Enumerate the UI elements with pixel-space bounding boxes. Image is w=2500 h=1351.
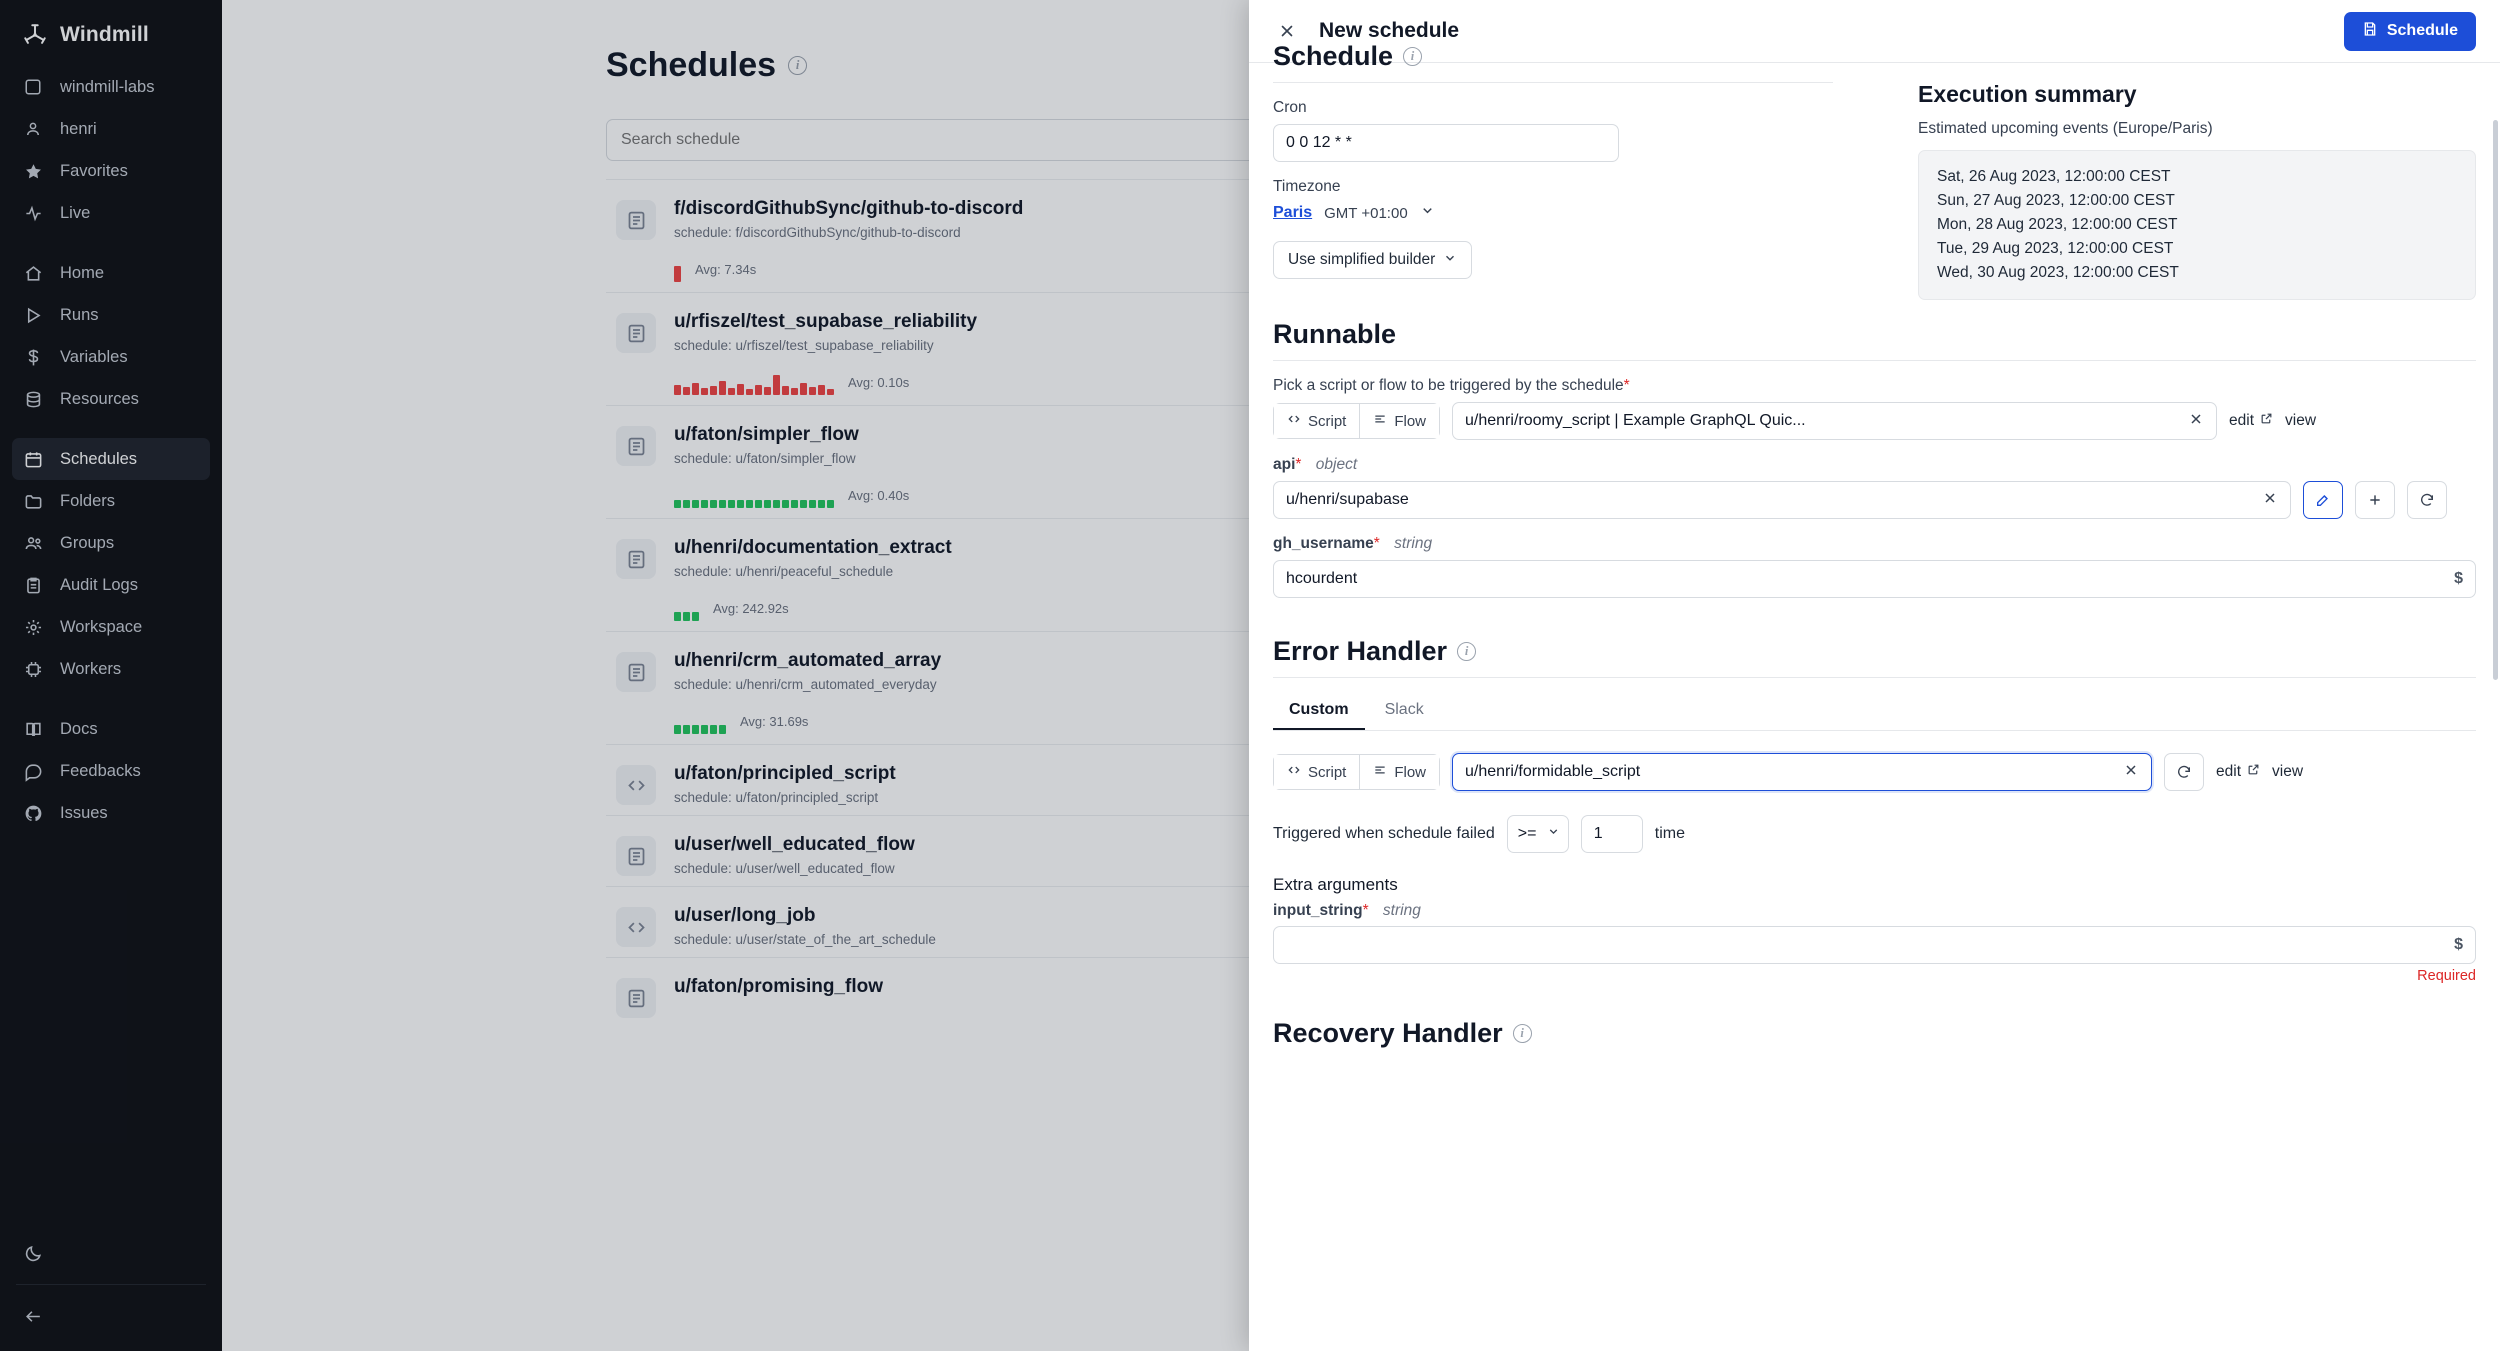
sidebar-item-label-favorites: Favorites [60,161,128,180]
trigger-count-unit: time [1654,825,1685,842]
list-item-subtitle: schedule: f/discordGithubSync/github-to-discord [674,225,961,240]
required-marker: * [1373,535,1380,552]
error-handler-refresh-icon[interactable] [2164,753,2204,791]
refresh-icon[interactable] [2407,481,2447,519]
timezone-label: Timezone [1273,178,1341,195]
drawer-title: New schedule [1319,19,1460,42]
error-handler-toggle-flow-label: Flow [1394,763,1427,781]
tab-slack[interactable]: Slack [1384,701,1424,718]
clear-icon[interactable] [2188,411,2204,432]
error-handler-tabs [1273,692,2476,731]
sidebar-item-label-variables: Variables [60,347,128,366]
error-handler-edit-link[interactable] [2216,763,2260,781]
cron-input[interactable]: 0 0 12 * * [1273,124,1619,162]
section-schedule-heading: Schedule i [1273,41,1833,72]
runnable-toggle-flow-label: Flow [1394,412,1427,430]
list-item-subtitle: schedule: u/faton/principled_script [674,790,879,805]
execution-event: Tue, 29 Aug 2023, 12:00:00 CEST [1937,240,2174,258]
schedule-info-icon[interactable]: i [1403,47,1422,66]
runnable-type-toggle[interactable] [1273,403,1440,439]
sidebar-item-label-schedules: Schedules [60,449,138,468]
list-item-subtitle: schedule: u/user/state_of_the_art_schedule [674,932,936,947]
runnable-toggle-script-label: Script [1308,412,1347,430]
cron-label: Cron [1273,99,1307,116]
list-item-subtitle: schedule: u/user/well_educated_flow [674,861,895,876]
code-icon [1287,763,1301,781]
chevron-down-icon [1547,825,1560,843]
list-item-subtitle: schedule: u/henri/peaceful_schedule [674,564,894,579]
drawer-scrollbar[interactable] [2493,120,2498,680]
list-item-subtitle: schedule: u/henri/crm_automated_everyday [674,677,937,692]
divider [1273,677,2476,678]
error-handler-picker-row [1273,753,2476,791]
error-handler-toggle-flow[interactable] [1359,755,1439,789]
sidebar-item-label-issues: Issues [60,803,108,822]
timezone-selector[interactable] [1273,203,1833,223]
extra-arg-type: string [1382,902,1421,919]
divider [1273,360,2476,361]
list-item-title: u/henri/documentation_extract [674,537,952,558]
list-item-avg: Avg: 31.69s [740,713,809,729]
tab-custom[interactable]: Custom [1273,692,1365,730]
arg-api-type: object [1315,456,1358,473]
execution-event: Sat, 26 Aug 2023, 12:00:00 CEST [1937,168,2171,185]
extra-arg-input-string-label [1273,902,2476,920]
flow-icon [1373,763,1387,781]
error-handler-view-link[interactable] [2272,763,2303,781]
runnable-edit-label: edit [2229,412,2255,429]
section-runnable-heading: Runnable [1273,319,1397,349]
clear-icon[interactable] [2123,762,2139,783]
runnable-picker-value: u/henri/roomy_script | Example GraphQL Quic... [1465,412,1806,429]
list-item-avg: Avg: 0.10s [848,374,910,390]
sidebar-item-label-resources: Resources [60,389,139,408]
sidebar-item-label-folders: Folders [60,491,116,510]
trigger-operator-select[interactable] [1507,815,1569,853]
arg-api-input[interactable] [1273,481,2291,519]
external-link-icon [2260,412,2273,430]
arg-gh-username-type: string [1394,535,1433,552]
divider [1273,82,1833,83]
extra-arg-name: input_string [1273,902,1363,919]
simplified-builder-label: Use simplified builder [1288,251,1436,268]
required-marker: * [1295,456,1302,473]
external-link-icon [2247,763,2260,781]
execution-event: Mon, 28 Aug 2023, 12:00:00 CEST [1937,216,2178,234]
simplified-builder-button[interactable] [1273,241,1472,279]
add-icon[interactable] [2355,481,2395,519]
error-handler-picker-value: u/henri/formidable_script [1465,763,1641,780]
chevron-down-icon[interactable] [1420,203,1435,223]
list-item-subtitle: schedule: u/rfiszel/test_supabase_reliability [674,338,934,353]
schedule-submit-label: Schedule [2386,22,2458,39]
section-error-handler-heading: Error Handler i [1273,636,2476,667]
timezone-offset: GMT +01:00 [1324,204,1408,222]
runnable-view-link[interactable] [2285,412,2316,430]
sidebar-item-label-audit-logs: Audit Logs [60,575,138,594]
extra-arg-input[interactable] [1273,926,2476,964]
sidebar-workspace-label: windmill-labs [60,77,155,96]
trigger-operator-value: >= [1517,825,1537,842]
sidebar-item-label-docs: Docs [60,719,98,738]
list-item-title: u/faton/principled_script [674,763,896,784]
code-icon [1287,412,1301,430]
page-title: Schedules [606,46,777,84]
error-handler-picker-input[interactable] [1452,753,2152,791]
error-handler-info-icon[interactable]: i [1457,642,1476,661]
runnable-toggle-script[interactable] [1274,404,1359,438]
list-item-title: u/rfiszel/test_supabase_reliability [674,311,978,332]
error-handler-view-label: view [2272,763,2304,780]
list-item-title: u/faton/promising_flow [674,976,883,997]
execution-summary [1918,81,2476,300]
list-item-subtitle: schedule: u/faton/simpler_flow [674,451,856,466]
new-schedule-drawer [1249,0,2500,1351]
list-item-title: u/user/well_educated_flow [674,834,915,855]
extra-arg-required-note: Required [2417,968,2476,984]
error-handler-type-toggle[interactable] [1273,754,1440,790]
error-handler-edit-label: edit [2216,763,2242,780]
required-marker: * [1362,902,1369,919]
arg-api-row [1273,481,2476,519]
save-icon [2362,21,2378,42]
timezone-city[interactable]: Paris [1273,204,1313,221]
sidebar-item-label-live: Live [60,203,91,222]
required-marker: * [1623,377,1630,394]
execution-summary-heading: Execution summary [1918,81,2137,107]
section-recovery-handler-heading: Recovery Handler i [1273,1018,2476,1049]
sidebar-item-label-home: Home [60,263,105,282]
runnable-hint: Pick a script or flow to be triggered by the schedule* [1273,377,1630,394]
edit-pencil-icon[interactable] [2303,481,2343,519]
sidebar-item-label-workers: Workers [60,659,122,678]
recovery-handler-info-icon[interactable]: i [1513,1024,1532,1043]
extra-arguments-label: Extra arguments [1273,875,1398,894]
trigger-label: Triggered when schedule failed [1273,825,1495,842]
sidebar-item-label-workspace: Workspace [60,617,143,636]
arg-gh-username-name: gh_username [1273,535,1374,552]
runnable-edit-link[interactable] [2229,412,2273,430]
execution-summary-box [1918,150,2476,300]
error-handler-toggle-script-label: Script [1308,763,1347,781]
brand-label: Windmill [60,23,149,46]
info-icon[interactable]: i [788,56,807,75]
variable-dollar-icon[interactable]: $ [2454,570,2463,587]
arg-gh-username-input[interactable] [1273,560,2476,598]
drawer-body [1249,41,2500,1351]
list-item-avg: Avg: 7.34s [695,261,757,277]
arg-gh-username-value: hcourdent [1286,570,1358,587]
execution-summary-subtitle: Estimated upcoming events (Europe/Paris) [1918,120,2213,137]
sidebar-item-label-groups: Groups [60,533,115,552]
chevron-down-icon [1443,251,1457,270]
list-item-avg: Avg: 0.40s [848,487,910,503]
trigger-count-input[interactable]: 1 [1581,815,1643,853]
list-item-title: f/discordGithubSync/github-to-discord [674,198,1024,219]
list-item-title: u/user/long_job [674,905,816,926]
list-item-title: u/henri/crm_automated_array [674,650,942,671]
variable-dollar-icon[interactable]: $ [2454,936,2463,953]
runnable-view-label: view [2285,412,2317,429]
runnable-picker-input[interactable] [1452,402,2217,440]
runnable-picker-row [1273,402,2476,440]
sidebar-user-label: henri [60,119,97,138]
arg-api-label [1273,456,2476,474]
clear-icon[interactable] [2262,490,2278,511]
runnable-toggle-flow[interactable] [1359,404,1439,438]
error-handler-trigger-row [1273,815,2476,853]
execution-event: Wed, 30 Aug 2023, 12:00:00 CEST [1937,264,2179,282]
error-handler-toggle-script[interactable] [1274,755,1359,789]
list-item-avg: Avg: 242.92s [713,600,789,616]
flow-icon [1373,412,1387,430]
sidebar-item-label-feedbacks: Feedbacks [60,761,141,780]
list-item-title: u/faton/simpler_flow [674,424,859,445]
sidebar-item-label-runs: Runs [60,305,99,324]
arg-api-name: api [1273,456,1296,473]
arg-gh-username-label [1273,535,2476,553]
arg-api-value: u/henri/supabase [1286,491,1409,508]
execution-event: Sun, 27 Aug 2023, 12:00:00 CEST [1937,192,2175,210]
